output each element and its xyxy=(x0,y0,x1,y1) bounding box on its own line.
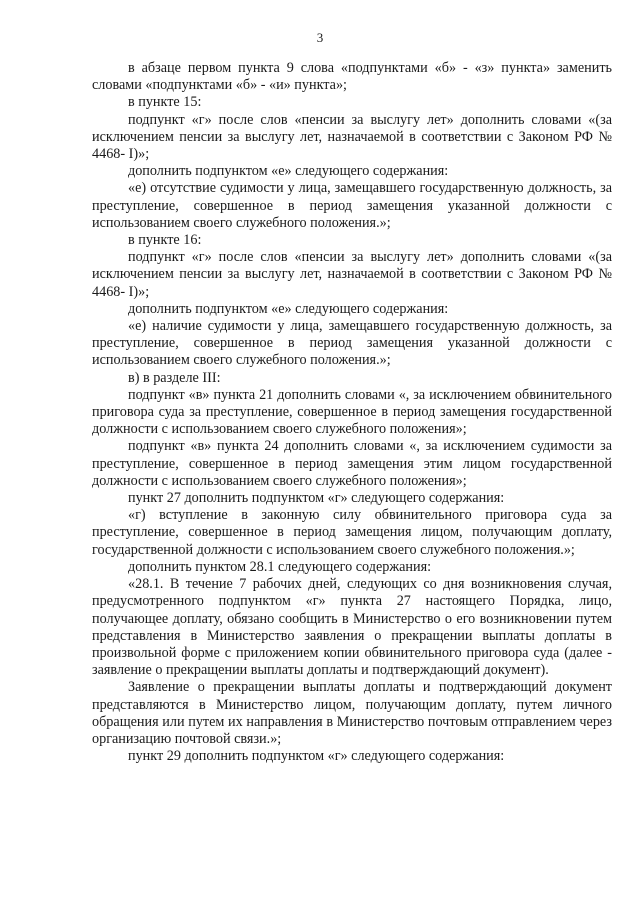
paragraph: пункт 27 дополнить подпунктом «г» следующего содержания: xyxy=(128,490,505,507)
paragraph: подпункт «в» пункта 24 дополнить словами «, за исключением судимости за преступление, совершенное в период замещения этим лицом государственной должности с использованием своего служебного положения»; xyxy=(92,438,612,489)
paragraph: в пункте 15: xyxy=(128,94,202,111)
paragraph: пункт 29 дополнить подпунктом «г» следующего содержания: xyxy=(128,748,505,765)
paragraph: подпункт «г» после слов «пенсии за выслугу лет» дополнить словами «(за исключением пенсии за выслугу лет, назначаемой в соответствии с Законом РФ № 4468- I)»; xyxy=(92,111,612,163)
paragraph: в) в разделе III: xyxy=(128,369,221,386)
paragraph: дополнить пунктом 28.1 следующего содержания: xyxy=(128,558,432,575)
paragraph: дополнить подпунктом «е» следующего содержания: xyxy=(128,300,449,317)
paragraph: подпункт «в» пункта 21 дополнить словами «, за исключением обвинительного приговора суда за преступление, совершенное в период замещения государственной должности с использованием своего служебного положения»; xyxy=(92,386,612,438)
paragraph: «28.1. В течение 7 рабочих дней, следующих со дня возникновения случая, предусмотренного подпунктом «г» пункта 27 настоящего Порядка, лицо, получающее доплату, обязано сообщить в Министерство о его возникновении путем представления в Министерство заявления о прекращении выплаты доплаты в произвольной форме с приложением копии обвинительного приговора суда (далее - заявление о прекращении выплаты доплаты и подтверждающий документ). xyxy=(92,576,612,679)
paragraph: «г) вступление в законную силу обвинительного приговора суда за преступление, совершенное в период замещения лицом, получающим доплату, государственной должности с использованием своего служебного положения.»; xyxy=(92,507,612,558)
paragraph: «е) отсутствие судимости у лица, замещавшего государственную должность, за преступление, совершенное в период замещения указанной должности с использованием своего служебного положения.»; xyxy=(92,180,612,231)
paragraph: в пункте 16: xyxy=(128,232,202,249)
paragraph: дополнить подпунктом «е» следующего содержания: xyxy=(128,163,449,180)
paragraph: подпункт «г» после слов «пенсии за выслугу лет» дополнить словами «(за исключением пенсии за выслугу лет, назначаемой в соответствии с Законом РФ № 4468- I)»; xyxy=(92,249,612,300)
paragraph: «е) наличие судимости у лица, замещавшего государственную должность, за преступление, совершенное в период замещения указанной должности с использованием своего служебного положения.»; xyxy=(92,318,612,369)
document-body xyxy=(92,60,612,765)
page-number: 3 xyxy=(316,30,324,45)
paragraph: Заявление о прекращении выплаты доплаты и подтверждающий документ представляются в Министерство лицом, получающим доплату, путем личного обращения или путем их направления в Министерство почтовым отправлением через организацию почтовой связи.»; xyxy=(92,679,612,747)
paragraph: в абзаце первом пункта 9 слова «подпунктами «б» - «з» пункта» заменить словами «подпунктами «б» - «и» пункта»; xyxy=(92,60,612,94)
